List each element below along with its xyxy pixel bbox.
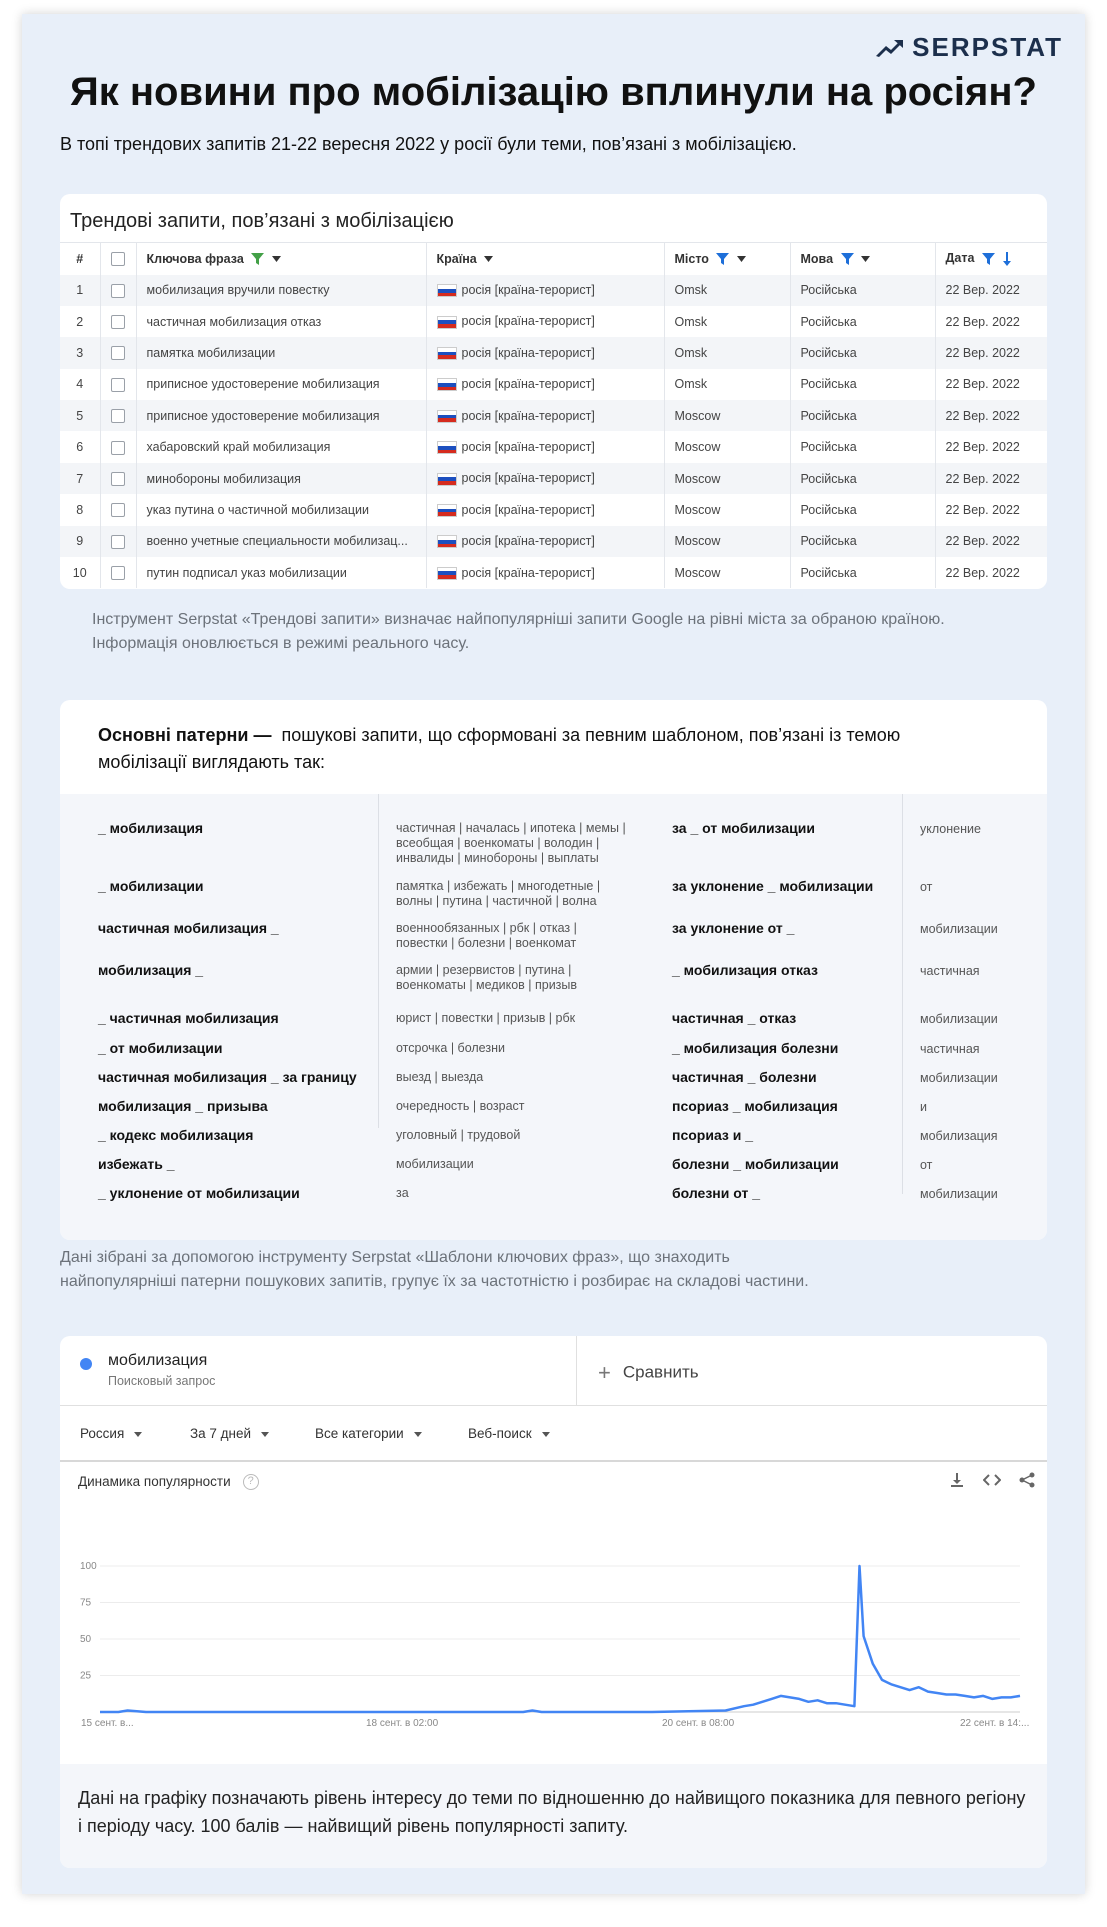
row-keyword[interactable]: памятка мобилизации <box>136 337 426 368</box>
search-term-bar <box>60 1336 1047 1406</box>
col-city[interactable] <box>664 243 790 275</box>
table-row[interactable] <box>60 306 1047 337</box>
help-icon[interactable]: ? <box>243 1474 259 1490</box>
intro-text: В топі трендових запитів 21-22 вересня 2022 у росії були теми, пов’язані з мобілізацією. <box>60 134 797 154</box>
row-country-label: росія [країна-терорист] <box>461 314 595 329</box>
google-trends-card <box>60 1336 1047 1868</box>
row-checkbox-cell[interactable] <box>100 431 136 462</box>
trends-table <box>60 242 1047 588</box>
pattern-values <box>396 1011 575 1026</box>
row-keyword[interactable]: хабаровский край мобилизация <box>136 431 426 462</box>
row-date[interactable]: 22 Вер. 2022 <box>935 463 1047 494</box>
row-checkbox[interactable] <box>111 441 125 455</box>
pattern-key: _ мобилизация отказ <box>672 962 818 978</box>
russia-flag-icon <box>437 410 457 423</box>
table-row[interactable] <box>60 494 1047 525</box>
row-checkbox-cell[interactable] <box>100 369 136 400</box>
row-city[interactable]: Moscow <box>664 494 790 525</box>
patterns-card <box>60 700 1047 1240</box>
pattern-value-line: повестки | болезни | военкомат <box>396 936 577 950</box>
row-country <box>426 431 664 462</box>
row-lang[interactable]: Російська <box>790 557 935 588</box>
pattern-value-line: очередность | возраст <box>396 1099 525 1113</box>
x-tick-label: 18 сент. в 02:00 <box>366 1718 439 1729</box>
row-checkbox-cell[interactable] <box>100 306 136 337</box>
sort-caret-icon[interactable] <box>484 256 493 262</box>
row-num: 10 <box>60 557 100 588</box>
search-type-dropdown[interactable] <box>468 1426 550 1441</box>
pattern-values <box>396 821 626 866</box>
pattern-values <box>396 1099 525 1114</box>
row-lang[interactable]: Російська <box>790 369 935 400</box>
patterns-note <box>60 1246 1020 1294</box>
pattern-value-line: военнообязанных | рбк | отказ | <box>396 921 577 935</box>
col-select-all[interactable] <box>100 243 136 275</box>
row-checkbox[interactable] <box>111 284 125 298</box>
pattern-values <box>396 879 600 909</box>
pattern-key: за _ от мобилизации <box>672 820 815 836</box>
category-dropdown[interactable] <box>315 1426 422 1441</box>
pattern-value-line: частичная | началась | ипотека | мемы | <box>396 821 626 835</box>
region-dropdown[interactable] <box>80 1426 142 1441</box>
table-row[interactable] <box>60 463 1047 494</box>
row-country-label: росія [країна-терорист] <box>461 283 595 298</box>
row-date[interactable]: 22 Вер. 2022 <box>935 526 1047 557</box>
pattern-value-line: волны | путина | частичной | волна <box>396 894 597 908</box>
chart-description: Дані на графіку позначають рівень інтересу до теми по відношенню до найвищого показника для певного регіону і періоду часу. 100 балів — найвищий рівень популярності запиту. <box>60 1764 1047 1868</box>
russia-flag-icon <box>437 535 457 548</box>
row-checkbox-cell[interactable] <box>100 400 136 431</box>
pattern-value-line: за <box>396 1186 409 1200</box>
pattern-key: _ кодекс мобилизация <box>98 1127 254 1143</box>
pattern-values <box>396 1128 520 1143</box>
row-country-label: росія [країна-терорист] <box>461 408 595 423</box>
table-row[interactable] <box>60 275 1047 306</box>
plus-icon: + <box>598 1360 611 1385</box>
row-checkbox[interactable] <box>111 472 125 486</box>
patterns-note-line2: найпопулярніші патерни пошукових запитів, групує їх за частотністю і розбирає на складові частини. <box>60 1273 809 1290</box>
row-country <box>426 400 664 431</box>
period-dropdown[interactable] <box>190 1426 269 1441</box>
row-lang[interactable]: Російська <box>790 306 935 337</box>
row-date[interactable]: 22 Вер. 2022 <box>945 502 1020 517</box>
pattern-value: мобилизации <box>920 1187 998 1201</box>
row-checkbox[interactable] <box>111 409 125 423</box>
table-header-row <box>60 243 1047 275</box>
pattern-value-line: армии | резервистов | путина | <box>396 963 572 977</box>
pattern-value: частичная <box>920 964 980 978</box>
col-num: # <box>60 243 100 275</box>
row-city[interactable]: Moscow <box>664 463 790 494</box>
popularity-line-chart <box>60 1496 1047 1764</box>
search-term[interactable]: мобилизация <box>108 1352 208 1369</box>
pattern-value-line: юрист | повестки | призыв | рбк <box>396 1011 576 1025</box>
pattern-value: мобилизации <box>920 1012 998 1026</box>
pattern-key: избежать _ <box>98 1156 175 1172</box>
row-checkbox-cell[interactable] <box>100 337 136 368</box>
row-date[interactable]: 22 Вер. 2022 <box>935 337 1047 368</box>
row-num: 8 <box>60 494 100 525</box>
embed-code-icon[interactable] <box>983 1472 1001 1488</box>
col-date-label: Дата <box>945 251 975 266</box>
page-title: Як новини про мобілізацію вплинули на росіян? <box>70 70 1037 114</box>
pattern-value: мобилизации <box>920 1071 998 1085</box>
trends-note <box>92 608 1052 656</box>
pattern-key: частичная мобилизация _ за границу <box>98 1069 357 1085</box>
row-num: 5 <box>60 400 100 431</box>
series-color-dot <box>80 1358 92 1370</box>
table-row[interactable] <box>60 557 1047 588</box>
pattern-key: частичная _ болезни <box>672 1069 817 1085</box>
row-date[interactable]: 22 Вер. 2022 <box>935 275 1047 306</box>
pattern-value: мобилизация <box>920 1129 998 1143</box>
col-city-label: Місто <box>674 251 709 266</box>
row-checkbox[interactable] <box>111 346 125 360</box>
row-city[interactable]: Moscow <box>664 557 790 588</box>
row-city[interactable]: Moscow <box>664 526 790 557</box>
chevron-down-icon <box>414 1432 422 1437</box>
russia-flag-icon <box>437 504 457 517</box>
row-checkbox[interactable] <box>111 503 125 517</box>
row-checkbox-cell[interactable] <box>100 557 136 588</box>
row-city[interactable]: Omsk <box>664 306 790 337</box>
row-keyword[interactable]: указ путина о частичной мобилизации <box>136 494 426 525</box>
table-row[interactable] <box>60 369 1047 400</box>
pattern-value-line: выезд | выезда <box>396 1070 484 1084</box>
russia-flag-icon <box>437 473 457 486</box>
row-num: 3 <box>60 337 100 368</box>
download-icon[interactable] <box>949 1472 965 1488</box>
region-value: Россия <box>80 1426 125 1441</box>
pattern-value-line: отсрочка | болезни <box>396 1041 505 1055</box>
pattern-value: уклонение <box>920 822 981 836</box>
pattern-key: частичная мобилизация _ <box>98 920 279 936</box>
row-lang[interactable]: Російська <box>790 494 935 525</box>
row-keyword[interactable]: приписное удостоверение мобилизация <box>136 369 426 400</box>
pattern-key: мобилизация _ призыва <box>98 1098 268 1114</box>
filter-icon[interactable] <box>841 253 854 265</box>
row-num: 9 <box>60 526 100 557</box>
y-tick-label: 50 <box>80 1634 92 1645</box>
row-date[interactable]: 22 Вер. 2022 <box>945 377 1020 392</box>
pattern-values <box>396 1186 409 1201</box>
row-country-label: росія [країна-терорист] <box>461 534 595 549</box>
row-city[interactable]: Moscow <box>664 400 790 431</box>
row-checkbox-cell[interactable] <box>100 494 136 525</box>
row-lang[interactable]: Російська <box>790 400 935 431</box>
row-lang[interactable]: Російська <box>790 337 935 368</box>
pattern-key: болезни _ мобилизации <box>672 1156 839 1172</box>
row-city[interactable]: Moscow <box>664 431 790 462</box>
x-tick-label: 20 сент. в 08:00 <box>662 1718 735 1729</box>
col-keyword[interactable] <box>136 243 426 275</box>
category-value: Все категории <box>315 1426 404 1441</box>
row-country-label: росія [країна-терорист] <box>461 345 595 360</box>
pattern-value-line: уголовный | трудовой <box>396 1128 521 1142</box>
row-country-label: росія [країна-терорист] <box>461 502 595 517</box>
row-num: 1 <box>60 275 100 306</box>
chevron-down-icon <box>261 1432 269 1437</box>
row-checkbox[interactable] <box>111 535 125 549</box>
trends-note-line2: Інформація оновлюється в режимі реального часу. <box>92 635 470 652</box>
pattern-value: от <box>920 880 933 894</box>
trends-title: Трендові запити, пов’язані з мобілізацією <box>70 210 454 232</box>
divider <box>378 794 379 1128</box>
row-country <box>426 306 664 337</box>
pattern-value: мобилизации <box>920 922 998 936</box>
row-date[interactable]: 22 Вер. 2022 <box>945 314 1020 329</box>
row-checkbox-cell[interactable] <box>100 275 136 306</box>
table-row[interactable] <box>60 400 1047 431</box>
y-tick-label: 25 <box>80 1670 92 1682</box>
compare-label: Сравнить <box>622 1362 699 1382</box>
y-tick-label: 75 <box>80 1597 92 1609</box>
chart-actions <box>949 1472 1035 1488</box>
row-keyword[interactable]: минобороны мобилизация <box>136 463 426 494</box>
row-country-label: росія [країна-терорист] <box>461 377 595 392</box>
pattern-value: и <box>920 1100 927 1114</box>
patterns-heading-text: пошукові запити, що сформовані за певним шаблоном, пов’язані із темою <box>281 725 901 745</box>
pattern-key: болезни от _ <box>672 1185 760 1201</box>
divider <box>576 1336 577 1406</box>
pattern-value-line: мобилизации <box>396 1157 474 1171</box>
patterns-heading-bold: Основні патерни — <box>98 725 272 745</box>
pattern-key: псориаз _ мобилизация <box>672 1098 838 1114</box>
pattern-key: _ уклонение от мобилизации <box>98 1185 300 1201</box>
row-lang[interactable]: Російська <box>790 431 935 462</box>
pattern-value-line: памятка | избежать | многодетные | <box>396 879 601 893</box>
pattern-key: псориаз и _ <box>672 1127 754 1143</box>
row-date[interactable]: 22 Вер. 2022 <box>935 400 1047 431</box>
row-keyword[interactable]: путин подписал указ мобилизации <box>136 557 426 588</box>
row-city[interactable]: Omsk <box>664 275 790 306</box>
pattern-key: _ мобилизация <box>98 820 204 836</box>
russia-flag-icon <box>437 441 457 454</box>
chart-header <box>78 1474 259 1490</box>
table-row[interactable] <box>60 526 1047 557</box>
x-tick-label: 22 сент. в 14:... <box>960 1718 1030 1729</box>
pattern-value: частичная <box>920 1042 980 1056</box>
pattern-values <box>396 1157 474 1172</box>
row-keyword[interactable]: военно учетные специальности мобилизац... <box>136 526 426 557</box>
pattern-values <box>396 1070 483 1085</box>
sort-caret-icon[interactable] <box>861 256 870 262</box>
row-num: 2 <box>60 306 100 337</box>
patterns-heading <box>60 700 1047 794</box>
row-num: 4 <box>60 369 100 400</box>
row-lang[interactable]: Російська <box>790 526 935 557</box>
filters-bar <box>60 1406 1047 1462</box>
select-all-checkbox[interactable] <box>111 252 125 266</box>
row-country <box>426 337 664 368</box>
pattern-value-line: инвалиды | минобороны | выплаты <box>396 851 599 865</box>
y-tick-label: 100 <box>80 1561 97 1572</box>
row-country <box>426 494 664 525</box>
patterns-table <box>60 794 1047 1240</box>
row-country <box>426 275 664 306</box>
table-body <box>60 275 1047 589</box>
sort-caret-icon[interactable] <box>272 256 281 262</box>
trends-note-line1: Інструмент Serpstat «Трендові запити» визначає найпопулярніші запити Google на рівні міста за обраною країною. <box>92 611 945 628</box>
col-lang-label: Мова <box>800 251 834 266</box>
row-checkbox[interactable] <box>111 566 125 580</box>
row-date[interactable]: 22 Вер. 2022 <box>945 565 1020 580</box>
pattern-value-line: всеобщая | военкоматы | володин | <box>396 836 600 850</box>
serpstat-logo[interactable] <box>874 32 1063 63</box>
pattern-key: _ от мобилизации <box>98 1040 223 1056</box>
pattern-value-line: военкоматы | медиков | призыв <box>396 978 578 992</box>
pattern-values <box>396 963 577 993</box>
russia-flag-icon <box>437 347 457 360</box>
x-tick-label: 15 сент. в... <box>81 1718 134 1729</box>
row-keyword[interactable]: приписное удостоверение мобилизация <box>136 400 426 431</box>
row-country <box>426 369 664 400</box>
pattern-key: частичная _ отказ <box>672 1010 797 1026</box>
filter-icon[interactable] <box>982 253 995 265</box>
search-term-type: Поисковый запрос <box>108 1374 216 1388</box>
pattern-key: за уклонение _ мобилизации <box>672 878 874 894</box>
pattern-key: _ мобилизация болезни <box>672 1040 839 1056</box>
pattern-key: _ частичная мобилизация <box>98 1010 279 1026</box>
filter-icon[interactable] <box>716 253 729 265</box>
row-city[interactable]: Omsk <box>664 369 790 400</box>
pattern-key: _ мобилизации <box>98 878 204 894</box>
row-checkbox-cell[interactable] <box>100 463 136 494</box>
row-checkbox[interactable] <box>111 378 125 392</box>
row-num: 7 <box>60 463 100 494</box>
share-icon[interactable] <box>1019 1472 1035 1488</box>
trends-card <box>60 194 1047 589</box>
row-country-label: росія [країна-терорист] <box>461 440 595 455</box>
col-keyword-label: Ключова фраза <box>146 251 244 266</box>
row-lang[interactable]: Російська <box>790 275 935 306</box>
col-date[interactable] <box>935 243 1047 275</box>
row-country-label: росія [країна-терорист] <box>461 565 595 580</box>
row-num: 6 <box>60 431 100 462</box>
chart-title: Динамика популярности <box>78 1474 231 1489</box>
row-checkbox-cell[interactable] <box>100 526 136 557</box>
serpstat-logo-icon <box>874 38 904 58</box>
compare-button[interactable] <box>598 1360 699 1386</box>
russia-flag-icon <box>437 284 457 297</box>
row-checkbox[interactable] <box>111 315 125 329</box>
sort-caret-icon[interactable] <box>737 256 746 262</box>
search-type-value: Веб-поиск <box>468 1426 532 1441</box>
row-city[interactable]: Omsk <box>664 337 790 368</box>
pattern-values <box>396 921 577 951</box>
row-country <box>426 463 664 494</box>
chevron-down-icon <box>134 1432 142 1437</box>
filter-icon[interactable] <box>251 253 264 265</box>
chevron-down-icon <box>542 1432 550 1437</box>
col-lang[interactable] <box>790 243 935 275</box>
logo-text: SERPSTAT <box>912 32 1063 62</box>
period-value: За 7 дней <box>190 1426 252 1441</box>
row-date[interactable]: 22 Вер. 2022 <box>945 440 1020 455</box>
pattern-key: мобилизация _ <box>98 962 204 978</box>
row-country <box>426 526 664 557</box>
patterns-note-line1: Дані зібрані за допомогою інструменту Serpstat «Шаблони ключових фраз», що знаходить <box>60 1249 730 1266</box>
patterns-heading-text2: мобілізації виглядають так: <box>98 752 325 772</box>
russia-flag-icon <box>437 378 457 391</box>
divider <box>902 794 903 1194</box>
row-country <box>426 557 664 588</box>
row-keyword[interactable]: частичная мобилизация отказ <box>136 306 426 337</box>
russia-flag-icon <box>437 316 457 329</box>
row-lang[interactable]: Російська <box>790 463 935 494</box>
pattern-key: за уклонение от _ <box>672 920 795 936</box>
pattern-values <box>396 1041 505 1056</box>
col-country[interactable] <box>426 243 664 275</box>
row-country-label: росія [країна-терорист] <box>461 471 595 486</box>
table-row[interactable] <box>60 337 1047 368</box>
infographic-page <box>22 14 1085 1894</box>
pattern-value: от <box>920 1158 933 1172</box>
col-country-label: Країна <box>436 251 477 266</box>
russia-flag-icon <box>437 567 457 580</box>
table-row[interactable] <box>60 431 1047 462</box>
sort-desc-arrow-icon[interactable] <box>1002 252 1012 266</box>
row-keyword[interactable]: мобилизация вручили повестку <box>136 275 426 306</box>
